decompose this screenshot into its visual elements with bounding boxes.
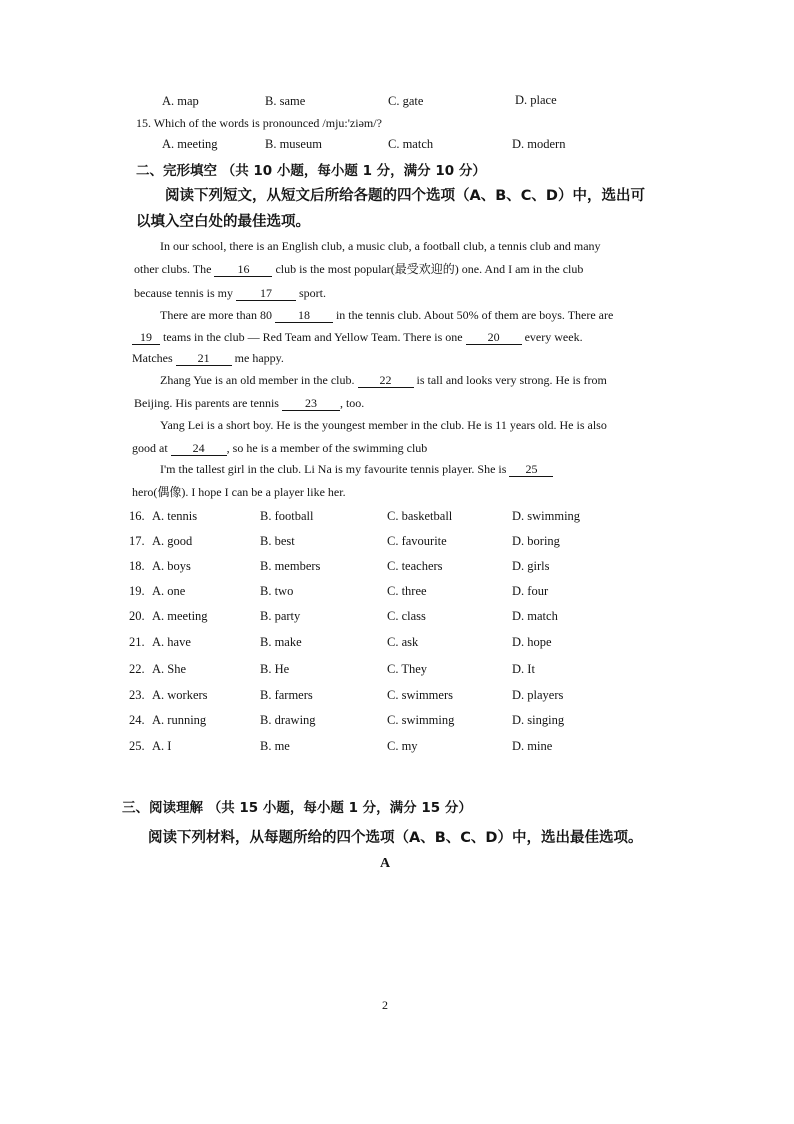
option-a: A. tennis (152, 509, 198, 523)
q14-option-c: C. gate (388, 94, 424, 108)
passage-line: hero(偶像). I hope I can be a player like her. (132, 485, 346, 499)
passage-line: because tennis is my 17 sport. (134, 286, 326, 300)
blank-19: 19 (132, 330, 160, 345)
section2-heading: 二、完形填空 （共 10 小题，每小题 1 分，满分 10 分） (136, 163, 486, 179)
q15-option-c: C. match (388, 137, 434, 151)
option-d: D. swimming (512, 509, 581, 523)
passage-line: Beijing. His parents are tennis 23 , too. (134, 396, 365, 410)
option-d: D. It (512, 662, 535, 676)
option-c: C. swimming (387, 713, 455, 727)
q14-option-a: A. map (162, 94, 199, 108)
blank-23: 23 (282, 396, 340, 411)
option-b: B. two (260, 584, 294, 598)
question-number: 19. (129, 584, 145, 598)
option-a: A. boys (152, 559, 191, 573)
option-a: A. She (152, 662, 187, 676)
option-c: C. basketball (387, 509, 453, 523)
question-number: 16. (129, 509, 145, 523)
blank-17: 17 (236, 286, 296, 301)
option-b: B. farmers (260, 688, 313, 702)
option-d: D. four (512, 584, 549, 598)
option-a: A. have (152, 635, 191, 649)
option-a: A. running (152, 713, 207, 727)
option-a: A. workers (152, 688, 208, 702)
passage-line: good at 24 , so he is a member of the swimming club (132, 441, 428, 455)
option-d: D. singing (512, 713, 565, 727)
q15-option-b: B. museum (265, 137, 322, 151)
blank-25: 25 (509, 462, 553, 477)
section2-instruction-line2: 以填入空白处的最佳选项。 (136, 214, 310, 230)
option-d: D. match (512, 609, 558, 623)
q14-option-b: B. same (265, 94, 306, 108)
option-b: B. best (260, 534, 295, 548)
question-number: 17. (129, 534, 145, 548)
section3-heading: 三、阅读理解 （共 15 小题，每小题 1 分，满分 15 分） (122, 800, 472, 816)
blank-21: 21 (176, 351, 232, 366)
option-d: D. mine (512, 739, 553, 753)
option-b: B. me (260, 739, 290, 753)
option-c: C. They (387, 662, 428, 676)
option-b: B. football (260, 509, 314, 523)
passage-line: other clubs. The 16 club is the most popular(最受欢迎的) one. And I am in the club (134, 262, 584, 276)
option-a: A. I (152, 739, 172, 753)
reading-part-label: A (380, 856, 391, 871)
question-number: 23. (129, 688, 145, 702)
option-c: C. favourite (387, 534, 447, 548)
q14-option-d: D. place (515, 93, 557, 107)
question-number: 25. (129, 739, 145, 753)
option-b: B. drawing (260, 713, 316, 727)
option-d: D. girls (512, 559, 550, 573)
blank-24: 24 (171, 441, 227, 456)
question-number: 18. (129, 559, 145, 573)
question-number: 20. (129, 609, 145, 623)
option-c: C. my (387, 739, 418, 753)
question-number: 21. (129, 635, 145, 649)
option-c: C. ask (387, 635, 419, 649)
option-c: C. class (387, 609, 426, 623)
passage-line: 19 teams in the club — Red Team and Yellow Team. There is one 20 every week. (132, 329, 583, 345)
passage-line: Yang Lei is a short boy. He is the youngest member in the club. He is 11 years old. He is also (160, 418, 607, 432)
passage-line: Matches 21 me happy. (132, 351, 284, 365)
passage-line: I'm the tallest girl in the club. Li Na is my favourite tennis player. She is 25 (160, 461, 553, 477)
q15-option-a: A. meeting (162, 137, 218, 151)
passage-line: Zhang Yue is an old member in the club. 22 is tall and looks very strong. He is from (160, 373, 607, 387)
option-c: C. three (387, 584, 427, 598)
question-number: 22. (129, 662, 145, 676)
option-a: A. good (152, 534, 193, 548)
blank-22: 22 (358, 373, 414, 388)
passage-line: There are more than 80 18 in the tennis club. About 50% of them are boys. There are (160, 308, 614, 322)
passage-line: In our school, there is an English club, a music club, a football club, a tennis club and many (160, 239, 601, 253)
question-number: 24. (129, 713, 145, 727)
section3-instruction: 阅读下列材料，从每题所给的四个选项（A、B、C、D）中，选出最佳选项。 (148, 830, 643, 846)
option-a: A. meeting (152, 609, 208, 623)
section2-instruction-line1: 阅读下列短文，从短文后所给各题的四个选项（A、B、C、D）中，选出可 (165, 188, 645, 204)
blank-20: 20 (466, 330, 522, 345)
page-number: 2 (382, 998, 388, 1012)
option-b: B. He (260, 662, 290, 676)
option-b: B. members (260, 559, 321, 573)
option-d: D. players (512, 688, 564, 702)
q15-option-d: D. modern (512, 137, 566, 151)
option-a: A. one (152, 584, 186, 598)
q15-question: 15. Which of the words is pronounced /mju:'ziəm/? (136, 116, 382, 130)
option-d: D. boring (512, 534, 560, 548)
option-b: B. make (260, 635, 302, 649)
option-c: C. teachers (387, 559, 443, 573)
blank-16: 16 (214, 262, 272, 277)
option-b: B. party (260, 609, 301, 623)
option-c: C. swimmers (387, 688, 453, 702)
blank-18: 18 (275, 308, 333, 323)
option-d: D. hope (512, 635, 552, 649)
